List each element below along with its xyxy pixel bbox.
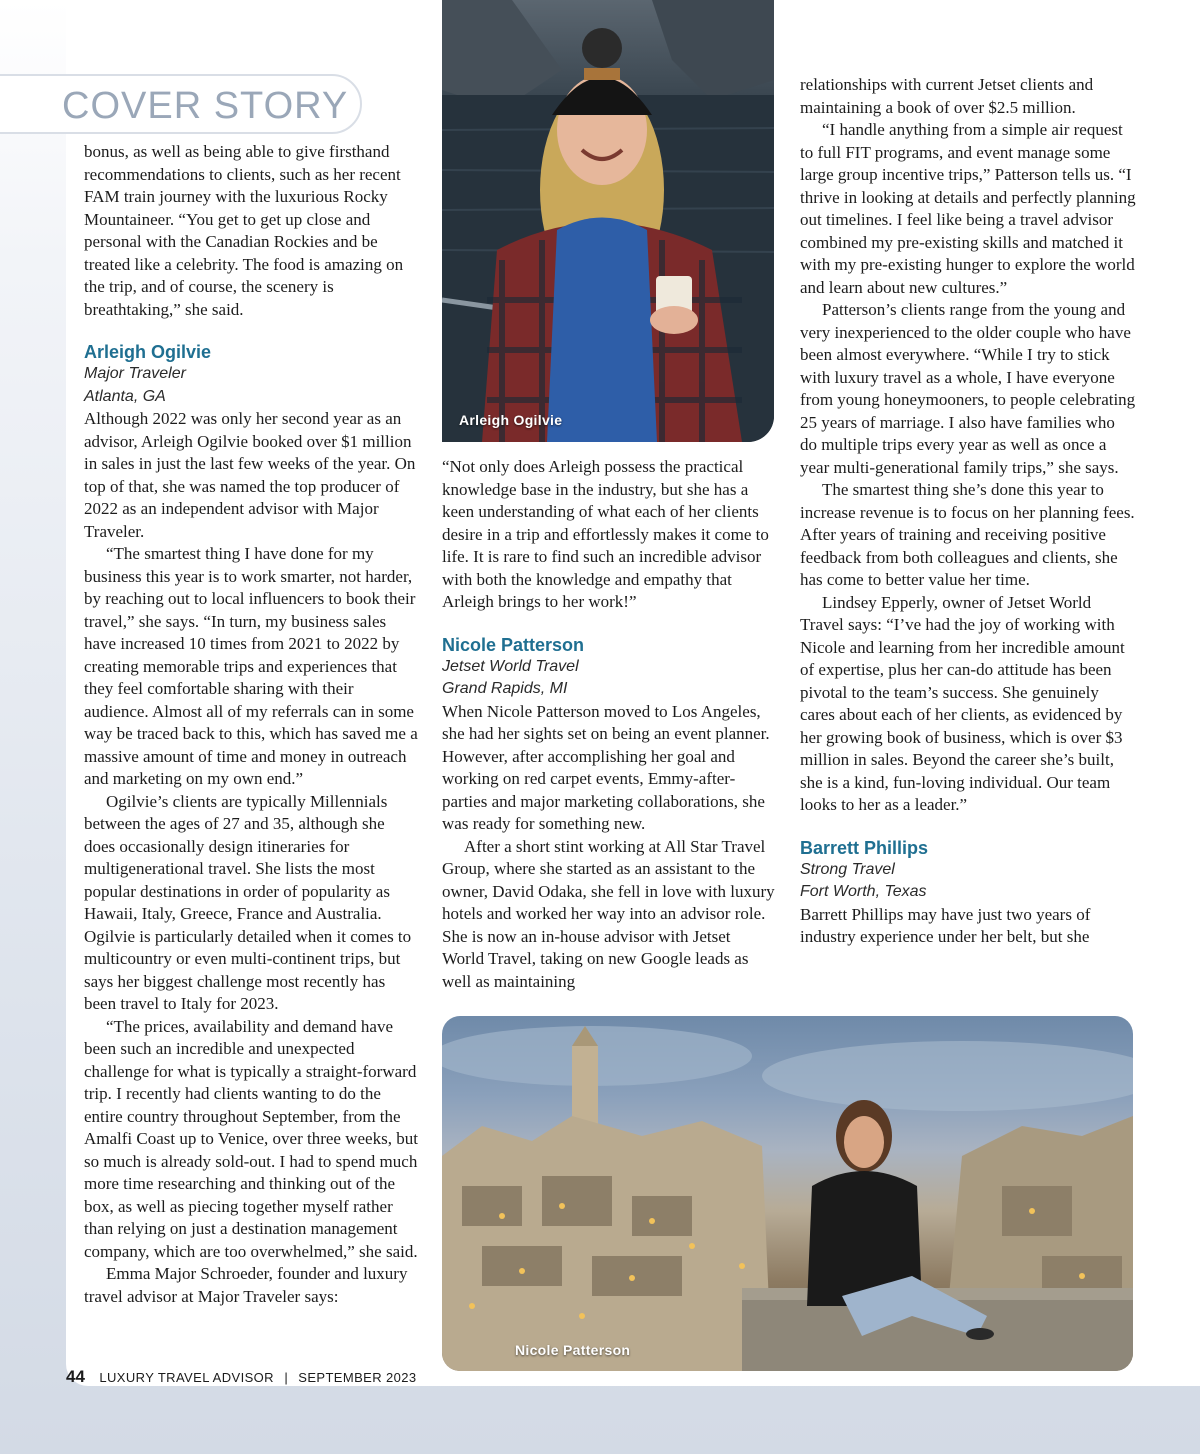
arleigh-photo-caption: Arleigh Ogilvie	[459, 412, 563, 428]
body-paragraph: The smartest thing she’s done this year to increase revenue is to focus on her planning fees. After years of training and receiving positive feedback from both colleagues and clients, she has come to better value her time.	[800, 480, 1135, 589]
body-paragraph: Patterson’s clients range from the young and very inexperienced to the older couple who have been almost everywhere. “While I try to stick with luxury travel as a whole, I have everyone from young honeymooners, to people celebrating 25 years of marriage. I also have families who do multiple trips every year as well as once a year multi-generational family trips,” she says.	[800, 300, 1136, 477]
body-paragraph: Ogilvie’s clients are typically Millennials between the ages of 27 and 35, although she does occasionally design itineraries for multigenerational travel. She lists the most popular destinations in order of popularity as Hawaii, Italy, Greece, France and Australia. Ogilvie is particularly detailed when it comes to multicountry or even multi-continent trips, but says her biggest challenge most recently has been travel to Italy for 2023.	[84, 791, 412, 1013]
profile-name: Nicole Patterson	[442, 634, 585, 655]
profile-location: Grand Rapids, MI	[442, 680, 568, 697]
profile-agency: Strong Travel	[800, 860, 895, 878]
profile-header-nicole	[442, 634, 776, 701]
column-1	[84, 141, 418, 1308]
arleigh-photo-illustration	[442, 0, 774, 442]
arleigh-quote: “Not only does Arleigh possess the practical knowledge base in the industry, but she has a keen understanding of what each of her clients desire in a trip and effortlessly makes it come to life. It is rare to find such an incredible advisor with both the knowledge and empathy that Arleigh brings to her work!”	[442, 457, 769, 611]
body-paragraph: Lindsey Epperly, owner of Jetset World Travel says: “I’ve had the joy of working with Nicole and learning from her incredible amount of expertise, plus her can-do attitude has been pivotal to the team’s success. She genuinely cares about each of her clients, as evidenced by her growing book of business, which is over $3 million in sales. Beyond the career she’s built, she is a kind, fun-loving individual. Our team looks to her as a leader.”	[800, 592, 1125, 814]
issue-date: SEPTEMBER 2023	[298, 1370, 417, 1385]
body-paragraph: Although 2022 was only her second year as an advisor, Arleigh Ogilvie booked over $1 million in sales in just the last few weeks of the year. On top of that, she was named the top producer of 2022 as an independent advisor with Major Traveler.	[84, 409, 416, 541]
page-number: 44	[66, 1367, 85, 1386]
body-paragraph: “The prices, availability and demand have been such an incredible and unexpected challenge for what is typically a straight-forward trip. I recently had clients wanting to do the entire country throughout September, from the Amalfi Coast up to Venice, over three weeks, but so much is already sold-out. I had to spend much more time researching and thinking out of the box, as well as piecing together myself rather than relying on just a destination management company, which are too overwhelmed,” she said.	[84, 1016, 418, 1261]
page-footer	[66, 1367, 417, 1387]
profile-name: Barrett Phillips	[800, 837, 929, 858]
column-3-intro: relationships with current Jetset clients and maintaining a book of over $2.5 million.	[800, 75, 1094, 117]
profile-location: Fort Worth, Texas	[800, 883, 927, 900]
body-paragraph: “I handle anything from a simple air request to full FIT programs, and event manage some large group incentive trips,” Patterson tells us. “I thrive in looking at details and perfectly planning out timelines. I feel like being a travel advisor combined my pre-existing skills and matched it with my pre-existing hunger to explore the world and learn about new cultures.”	[800, 120, 1136, 297]
body-paragraph: Barrett Phillips may have just two years of industry experience under her belt, but she	[800, 904, 1091, 946]
section-tab-label: COVER STORY	[62, 85, 349, 127]
profile-location: Atlanta, GA	[84, 387, 166, 405]
column-3	[800, 74, 1136, 949]
body-paragraph: “The smartest thing I have done for my business this year is to work smarter, not harder, by reaching out to local influencers to book their travel,” she says. “In turn, my business sales have increased 10 times from 2021 to 2022 by creating memorable trips and experiences that they feel comfortable sharing with their audience. Almost all of my referrals can in some way be traced back to this, which has saved me a massive amount of time and money in outreach and marketing on my own end.”	[84, 544, 418, 788]
column-2	[442, 456, 776, 993]
body-paragraph: Emma Major Schroeder, founder and luxury travel advisor at Major Traveler says:	[84, 1264, 408, 1306]
body-paragraph: After a short stint working at All Star Travel Group, where she started as an assistant to the owner, David Odaka, she fell in love with luxury hotels and worked her way into an advisor role. She is now an in-house advisor with Jetset World Travel, taking on new Google leads as well as maintaining	[442, 836, 775, 991]
profile-header-arleigh	[84, 341, 418, 408]
column-1-intro: bonus, as well as being able to give firsthand recommendations to clients, such as her recent FAM train journey with the luxurious Rocky Mountaineer. “You get to get up close and personal with the Canadian Rockies and be treated like a celebrity. The food is amazing on the trip, and of course, the scenery is breathtaking,” she said.	[84, 142, 404, 319]
profile-agency: Major Traveler	[84, 365, 186, 382]
nicole-patterson-photo	[442, 1016, 1133, 1371]
profile-name: Arleigh Ogilvie	[84, 342, 212, 362]
profile-agency: Jetset World Travel	[442, 657, 579, 675]
footer-separator: |	[284, 1370, 288, 1385]
magazine-title: LUXURY TRAVEL ADVISOR	[99, 1370, 274, 1385]
arleigh-ogilvie-photo	[442, 0, 774, 442]
profile-header-barrett	[800, 837, 1136, 904]
nicole-photo-illustration	[442, 1016, 1133, 1371]
nicole-photo-caption: Nicole Patterson	[515, 1342, 631, 1358]
body-paragraph: When Nicole Patterson moved to Los Angeles, she had her sights set on being an event planner. However, after accomplishing her goal and working on red carpet events, Emmy-after-parties and major marketing collaborations, she was ready for something new.	[442, 701, 770, 833]
